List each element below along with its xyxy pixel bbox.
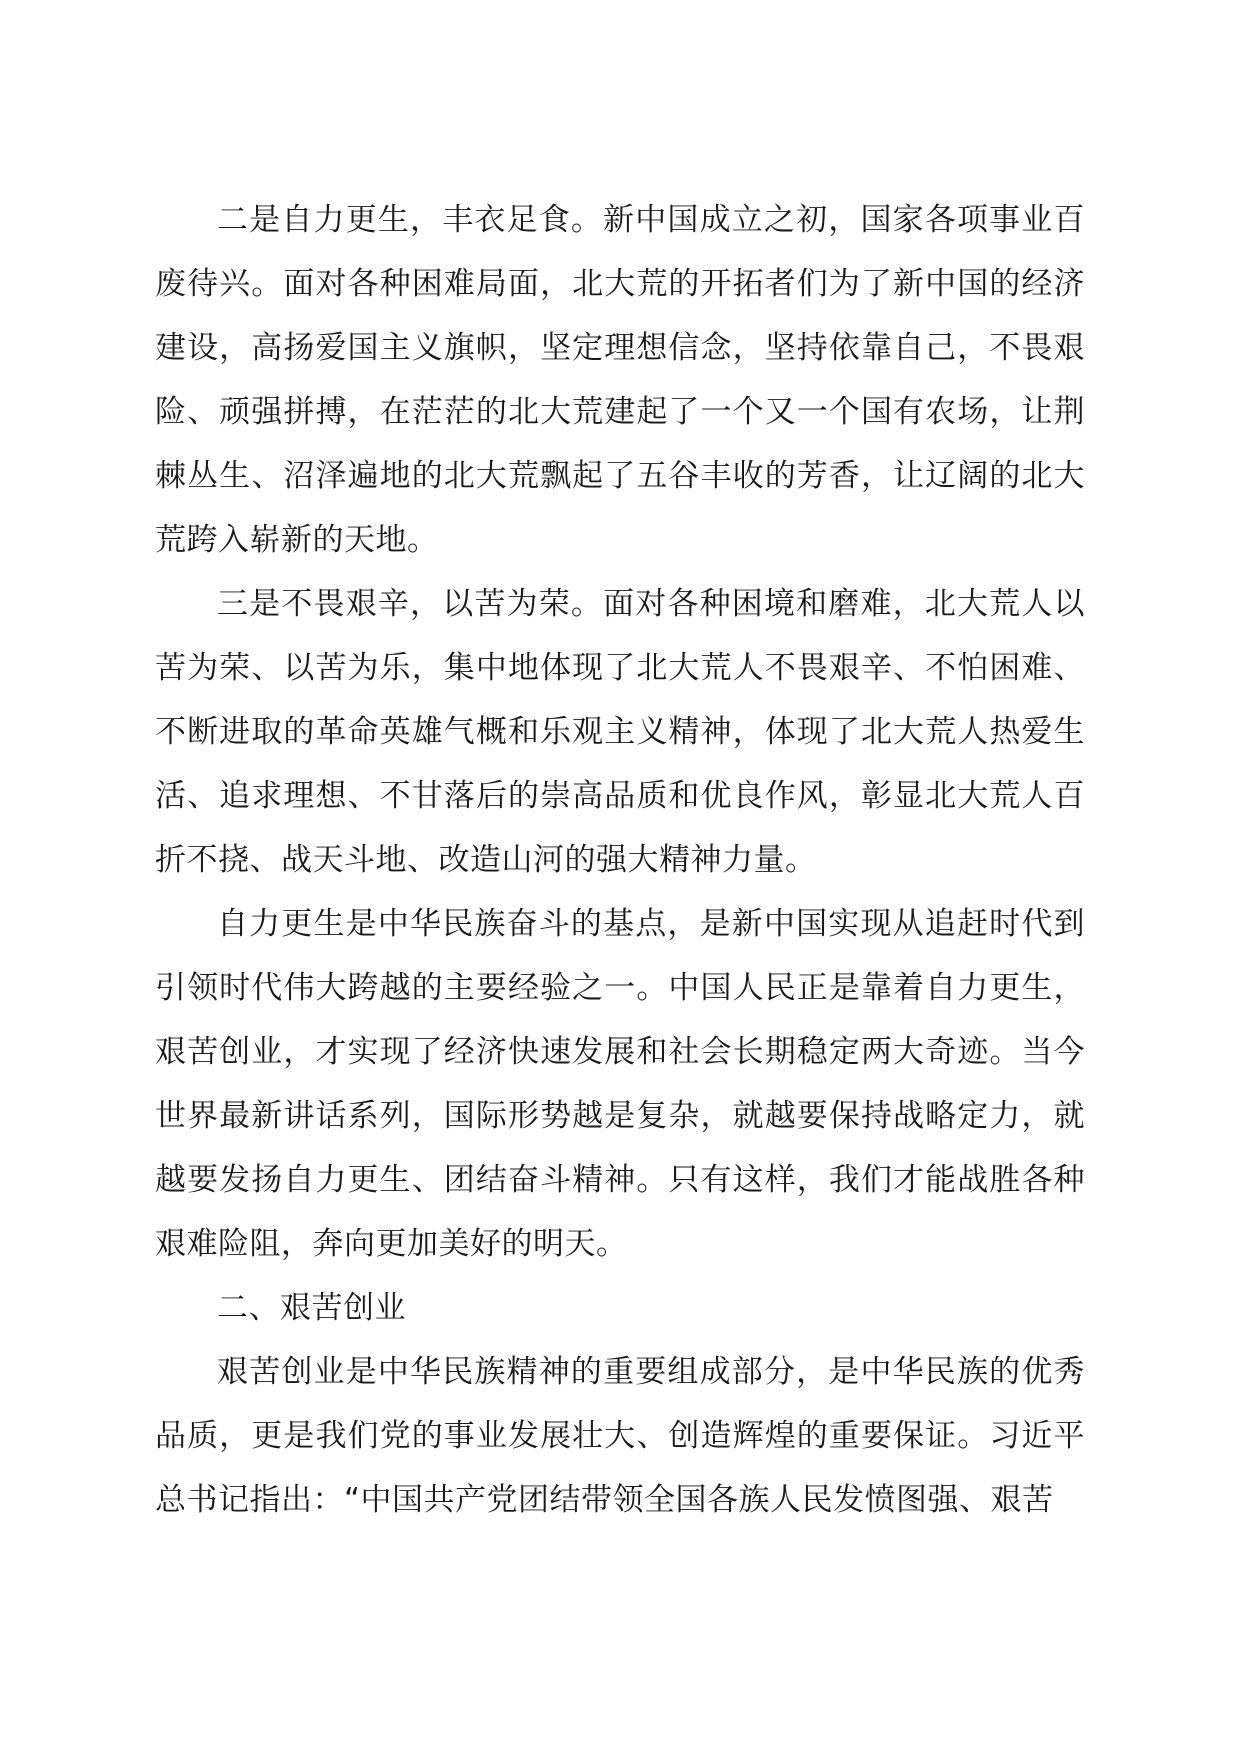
document-body xyxy=(155,188,1085,1532)
paragraph-hardship: 三是不畏艰辛，以苦为荣。面对各种困境和磨难，北大荒人以苦为荣、以苦为乐，集中地体现了北大荒人不畏艰辛、不怕困难、不断进取的革命英雄气概和乐观主义精神，体现了北大荒人热爱生活、追求理想、不甘落后的崇高品质和优良作风，彰显北大荒人百折不挠、战天斗地、改造山河的强大精神力量。 xyxy=(155,586,1085,878)
paragraph-self-reliance-summary: 自力更生是中华民族奋斗的基点，是新中国实现从追赶时代到引领时代伟大跨越的主要经验之一。中国人民正是靠着自力更生，艰苦创业，才实现了经济快速发展和社会长期稳定两大奇迹。当今世界最新讲话系列，国际形势越是复杂，就越要保持战略定力，就越要发扬自力更生、团结奋斗精神。只有这样，我们才能战胜各种艰难险阻，奔向更加美好的明天。 xyxy=(155,906,1085,1262)
section-heading-hard-work: 二、艰苦创业 xyxy=(217,1290,406,1326)
paragraph-hard-work: 艰苦创业是中华民族精神的重要组成部分，是中华民族的优秀品质，更是我们党的事业发展壮大、创造辉煌的重要保证。习近平总书记指出：“中国共产党团结带领全国各族人民发愤图强、艰苦 xyxy=(155,1354,1085,1518)
paragraph-self-reliance: 二是自力更生，丰衣足食。新中国成立之初，国家各项事业百废待兴。面对各种困难局面，北大荒的开拓者们为了新中国的经济建设，高扬爱国主义旗帜，坚定理想信念，坚持依靠自己，不畏艰险、顽强拼搏，在茫茫的北大荒建起了一个又一个国有农场，让荆棘丛生、沼泽遍地的北大荒飘起了五谷丰收的芳香，让辽阔的北大荒跨入崭新的天地。 xyxy=(155,202,1085,558)
